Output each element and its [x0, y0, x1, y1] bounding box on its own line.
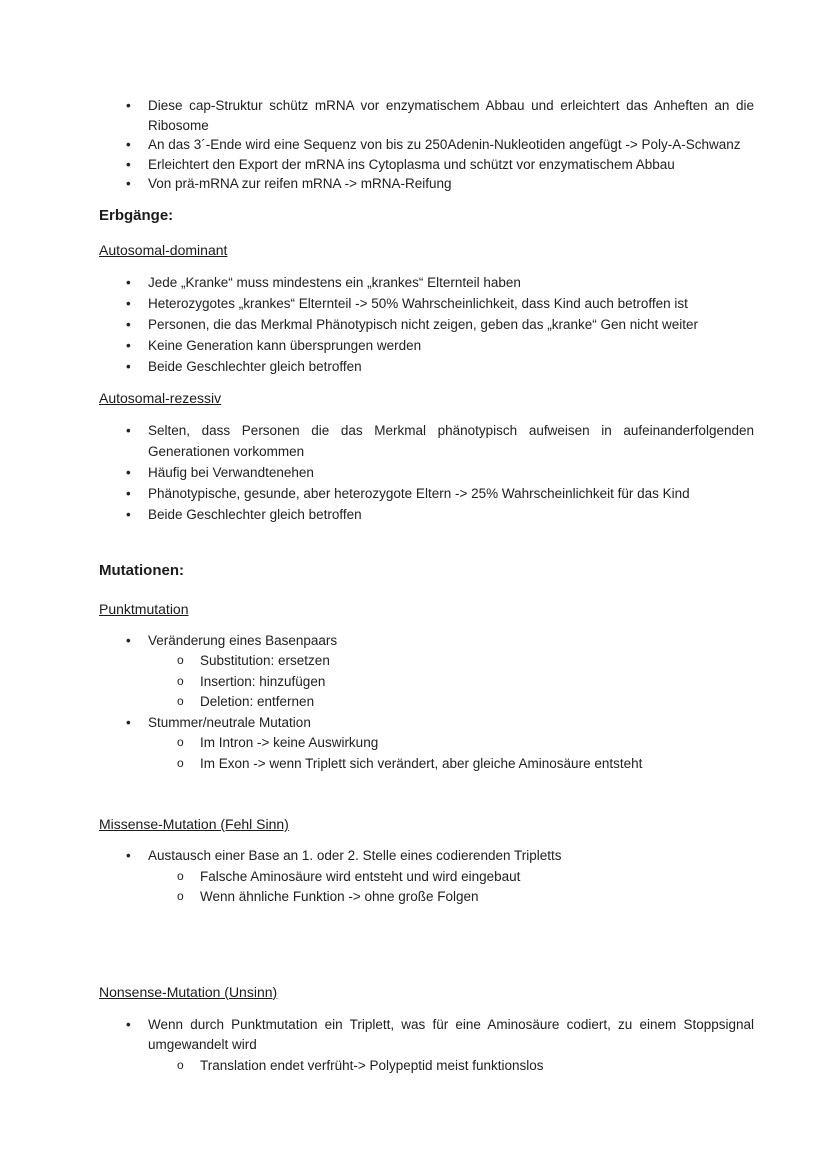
bullet-icon: • [126, 274, 131, 290]
heading-mutationen: Mutationen: [99, 561, 184, 579]
list-item-text: Wenn durch Punktmutation ein Triplett, was für eine Aminosäure codiert, zu einem Stoppsignal umgewandelt wird [148, 1016, 754, 1052]
bullet-icon: • [126, 176, 131, 191]
list-item [99, 846, 754, 908]
list-item [99, 135, 754, 155]
bullet-icon: • [126, 358, 131, 374]
list-item [99, 462, 754, 483]
circle-bullet-icon: o [177, 868, 184, 883]
list-item [99, 713, 754, 775]
list-item-text: An das 3´-Ende wird eine Sequenz von bis zu 250Adenin-Nukleotiden angefügt -> Poly-A-Schwanz [148, 137, 741, 152]
bullet-list-missense [99, 846, 754, 908]
list-item [99, 504, 754, 525]
sub-bullet-list [148, 733, 754, 774]
list-item-text: Substitution: ersetzen [200, 653, 330, 668]
list-item-text: Erleichtert den Export der mRNA ins Cytoplasma und schützt vor enzymatischem Abbau [148, 156, 675, 172]
sub-list-item [148, 733, 754, 754]
list-item-text: Heterozygotes „krankes“ Elternteil -> 50% Wahrscheinlichkeit, dass Kind auch betroffen ist [148, 295, 688, 311]
bullet-icon: • [126, 506, 131, 522]
list-item-text: Deletion: entfernen [200, 694, 315, 709]
list-item-text: Personen, die das Merkmal Phänotypisch nicht zeigen, geben das „kranke“ Gen nicht weiter [148, 316, 699, 332]
list-item-text: Beide Geschlechter gleich betroffen [148, 358, 362, 374]
bullet-list-nonsense [99, 1015, 754, 1077]
list-item-text: Austausch einer Base an 1. oder 2. Stelle eines codierenden Tripletts [148, 848, 562, 863]
list-item-text: Falsche Aminosäure wird entsteht und wird eingebaut [200, 868, 521, 884]
list-item [99, 293, 754, 314]
list-item [99, 483, 754, 504]
circle-bullet-icon: o [177, 653, 184, 667]
subheading-punktmutation: Punktmutation [99, 600, 189, 617]
list-item [99, 335, 754, 356]
bullet-icon: • [126, 295, 131, 311]
list-item-text: Insertion: hinzufügen [200, 673, 326, 689]
bullet-list-punktmutation [99, 631, 754, 775]
sub-bullet-list [148, 1056, 754, 1077]
sub-list-item [148, 887, 754, 908]
subheading-missense: Missense-Mutation (Fehl Sinn) [99, 816, 289, 832]
subheading-autosomal-dominant: Autosomal-dominant [99, 241, 228, 258]
bullet-list-autosomal-rezessiv [99, 420, 754, 525]
bullet-icon: • [126, 156, 131, 172]
list-item-text: Beide Geschlechter gleich betroffen [148, 506, 362, 522]
list-item [99, 174, 754, 194]
list-item-text: Stummer/neutrale Mutation [148, 714, 311, 730]
circle-bullet-icon: o [177, 889, 184, 903]
sub-list-item [148, 1056, 754, 1077]
list-item-text: Im Intron -> keine Auswirkung [200, 735, 379, 750]
list-item-text: Im Exon -> wenn Triplett sich verändert, aber gleiche Aminosäure entsteht [200, 755, 643, 771]
bullet-list-autosomal-dominant [99, 272, 754, 377]
list-item [99, 631, 754, 713]
sub-list-item [148, 672, 754, 693]
list-item-text: Diese cap-Struktur schütz mRNA vor enzymatischem Abbau und erleichtert das Anheften an die Ribosome [148, 98, 754, 133]
list-item-text: Translation endet verfrüht-> Polypeptid meist funktionslos [200, 1057, 544, 1073]
bullet-icon: • [126, 337, 131, 353]
bullet-icon: • [126, 137, 131, 152]
circle-bullet-icon: o [177, 694, 184, 708]
sub-bullet-list [148, 651, 754, 713]
subheading-autosomal-rezessiv: Autosomal-rezessiv [99, 389, 222, 406]
bullet-icon: • [126, 714, 131, 730]
list-item-text: Von prä-mRNA zur reifen mRNA -> mRNA-Reifung [148, 176, 452, 191]
list-item [99, 314, 754, 335]
list-item [99, 155, 754, 175]
subheading-nonsense: Nonsense-Mutation (Unsinn) [99, 983, 278, 1000]
list-item [99, 272, 754, 293]
list-item [99, 356, 754, 377]
list-item-text: Phänotypische, gesunde, aber heterozygote Eltern -> 25% Wahrscheinlichkeit für das Kind [148, 485, 690, 501]
sub-bullet-list [148, 867, 754, 908]
bullet-icon: • [126, 848, 131, 863]
sub-list-item [148, 867, 754, 888]
bullet-icon: • [126, 98, 131, 113]
bullet-list-mrna [99, 96, 754, 194]
list-item-text: Selten, dass Personen die das Merkmal phänotypisch aufweisen in aufeinanderfolgenden Generationen vorkommen [148, 422, 754, 459]
bullet-icon: • [126, 464, 131, 480]
bullet-icon: • [126, 422, 131, 438]
bullet-icon: • [126, 316, 131, 332]
list-item [99, 96, 754, 135]
circle-bullet-icon: o [177, 1057, 184, 1072]
list-item-text: Keine Generation kann übersprungen werden [148, 337, 422, 353]
sub-list-item [148, 692, 754, 713]
bullet-icon: • [126, 632, 131, 648]
circle-bullet-icon: o [177, 755, 184, 770]
sub-list-item [148, 651, 754, 672]
list-item-text: Veränderung eines Basenpaars [148, 632, 338, 648]
sub-list-item [148, 754, 754, 775]
list-item-text: Wenn ähnliche Funktion -> ohne große Folgen [200, 889, 479, 904]
circle-bullet-icon: o [177, 673, 184, 688]
bullet-icon: • [126, 1016, 131, 1032]
list-item-text: Jede „Kranke“ muss mindestens ein „krankes“ Elternteil haben [148, 274, 521, 290]
list-item [99, 420, 754, 462]
bullet-icon: • [126, 485, 131, 501]
heading-erbgaenge: Erbgänge: [99, 206, 174, 224]
list-item [99, 1015, 754, 1077]
list-item-text: Häufig bei Verwandtenehen [148, 464, 314, 480]
circle-bullet-icon: o [177, 735, 184, 749]
